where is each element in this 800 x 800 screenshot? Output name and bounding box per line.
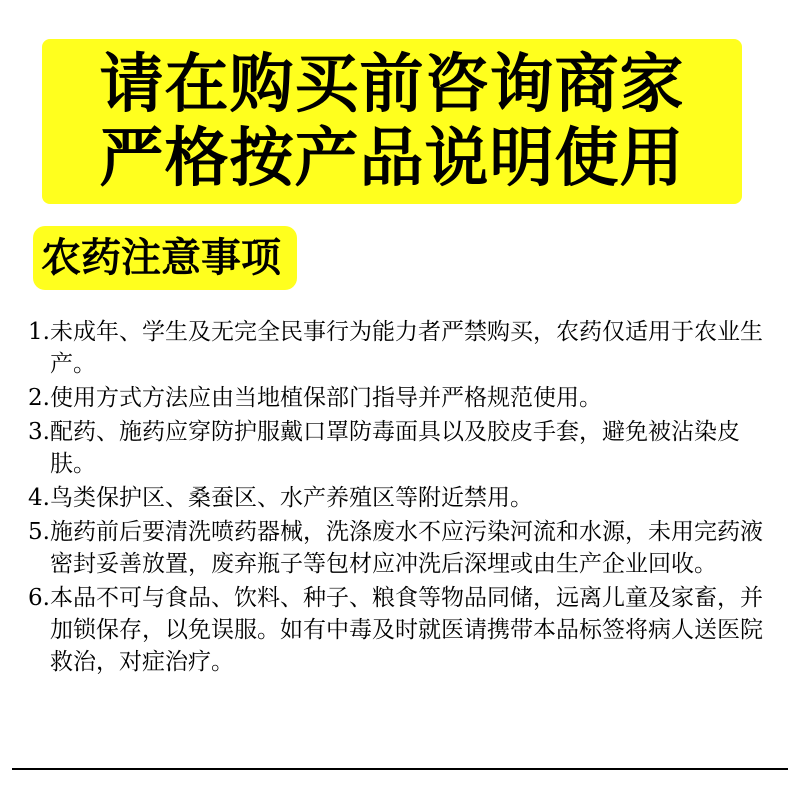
list-item: [20, 516, 780, 580]
item-text: 使用方式方法应由当地植保部门指导并严格规范使用。: [50, 385, 602, 411]
list-item: [20, 316, 780, 380]
item-number: 4.: [28, 485, 50, 511]
item-text: 未成年、学生及无完全民事行为能力者严禁购买，农药仅适用于农业生产。: [50, 319, 763, 377]
list-item: [20, 382, 780, 414]
item-number: 1.: [28, 319, 50, 345]
item-text: 配药、施药应穿防护服戴口罩防毒面具以及胶皮手套，避免被沾染皮肤。: [50, 419, 740, 477]
banner-line-2: 严格按产品说明使用: [99, 121, 685, 196]
item-number: 2.: [28, 385, 50, 411]
item-text: 本品不可与食品、饮料、种子、粮食等物品同储，远离儿童及家畜，并加锁保存，以免误服。如有中毒及时就医请携带本品标签将病人送医院救治，对症治疗。: [50, 585, 763, 675]
warning-banner: [42, 39, 742, 204]
item-number: 3.: [28, 419, 50, 445]
list-item: [20, 482, 780, 514]
item-text: 鸟类保护区、桑蚕区、水产养殖区等附近禁用。: [50, 485, 533, 511]
notes-list: [20, 316, 780, 680]
banner-line-1: 请在购买前咨询商家: [99, 47, 685, 122]
divider: [12, 768, 788, 770]
list-item: [20, 416, 780, 480]
list-item: [20, 582, 780, 678]
item-number: 6.: [28, 585, 50, 611]
section-title: 农药注意事项: [33, 226, 297, 290]
item-number: 5.: [28, 519, 50, 545]
item-text: 施药前后要清洗喷药器械，洗涤废水不应污染河流和水源，未用完药液密封妥善放置，废弃瓶子等包材应冲洗后深埋或由生产企业回收。: [50, 519, 763, 577]
